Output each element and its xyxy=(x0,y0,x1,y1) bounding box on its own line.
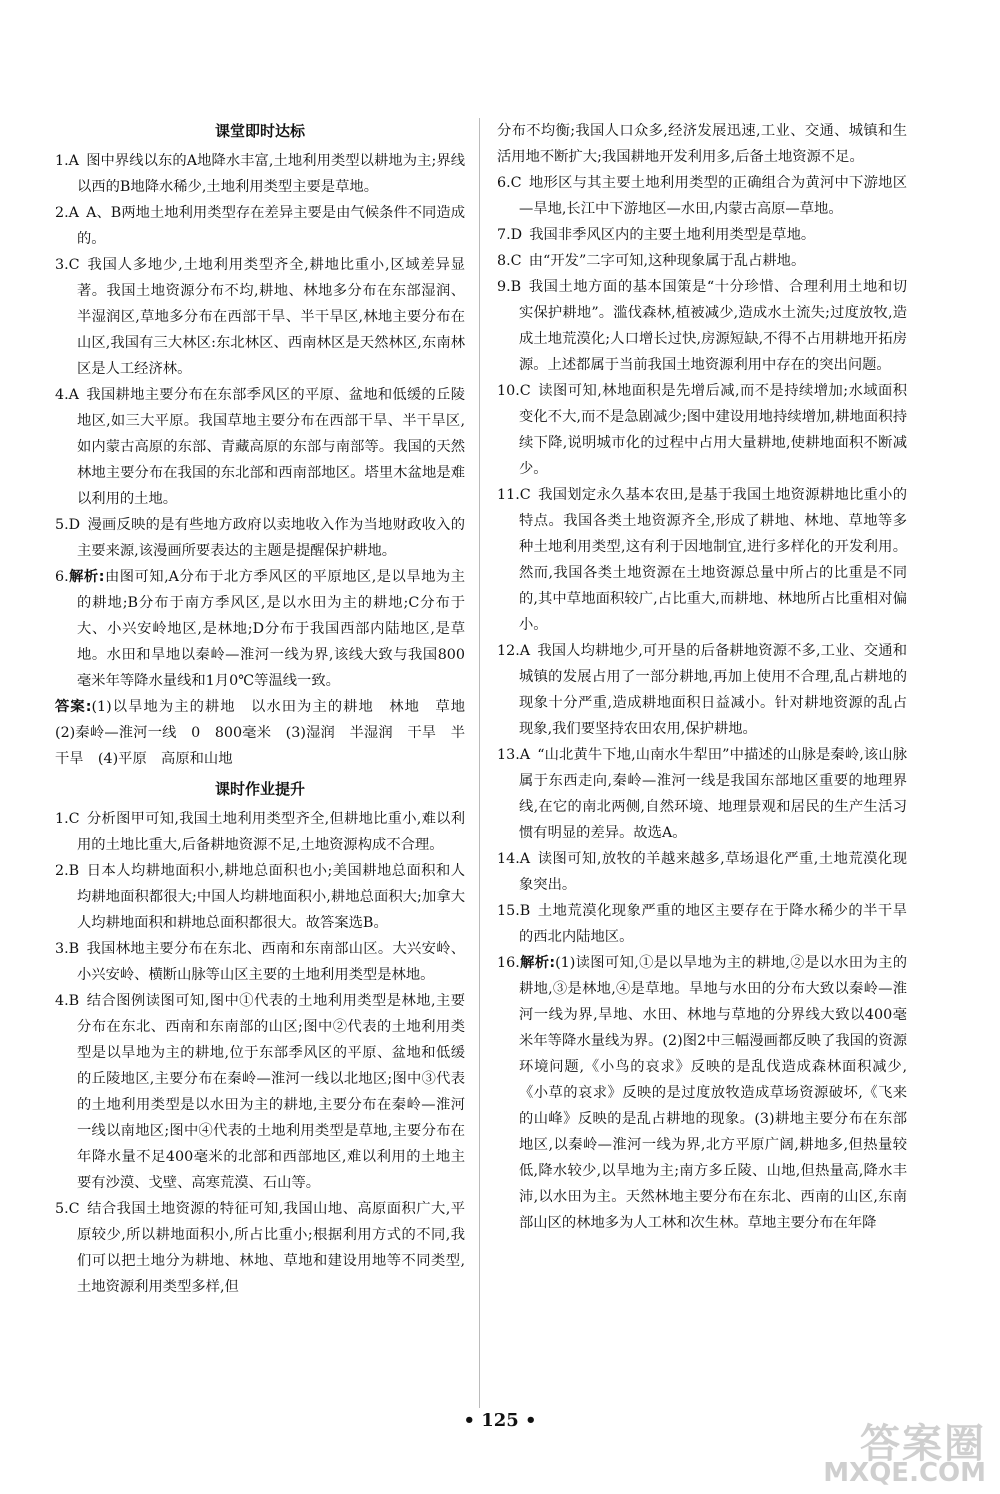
answer-number: 3.C xyxy=(55,257,80,273)
answer-number: 4.B xyxy=(55,993,80,1009)
answer-text: 分布不均衡;我国人口众多,经济发展迅速,工业、交通、城镇和生活用地不断扩大;我国耕地开发利用多,后备土地资源不足。 xyxy=(497,123,907,165)
answer-item xyxy=(55,694,480,772)
answer-text: A、B两地土地利用类型存在差异主要是由气候条件不同造成的。 xyxy=(77,205,465,247)
answer-text: 分析图甲可知,我国土地利用类型齐全,但耕地比重小,难以利用的土地比重大,后备耕地资源不足,土地资源构成不合理。 xyxy=(77,811,465,853)
answer-number: 6. xyxy=(55,569,69,585)
answer-number: 8.C xyxy=(497,253,522,269)
answer-text: 由图可知,A分布于北方季风区的平原地区,是以旱地为主的耕地;B分布于南方季风区,是以水田为主的耕地;C分布于大、小兴安岭地区,是林地;D分布于我国西部内陆地区,是草地。水田和旱地以秦岭—淮河一线为界,该线大致与我国800毫米年等降水量线和1月0℃等温线一致。 xyxy=(77,569,465,689)
answer-number: 9.B xyxy=(497,279,522,295)
answer-item xyxy=(55,200,465,252)
answer-item xyxy=(55,1196,465,1300)
answer-number: 3.B xyxy=(55,941,80,957)
answer-number: 6.C xyxy=(497,175,522,191)
answer-number: 11.C xyxy=(497,487,531,503)
answer-text: 结合图例读图可知,图中①代表的土地利用类型是林地,主要分布在东北、西南和东南部的山区;图中②代表的土地利用类型是以旱地为主的耕地,位于东部季风区的平原、盆地和低缓的丘陵地区,主要分布在秦岭—淮河一线以北地区;图中③代表的土地利用类型是以水田为主的耕地,主要分布在秦岭—淮河一线以南地区;图中④代表的土地利用类型是草地,主要分布在年降水量不足400毫米的北部和西部地区,难以利用的土地主要有沙漠、戈壁、高寒荒漠、石山等。 xyxy=(77,993,465,1191)
classroom-answer-list xyxy=(55,148,480,772)
section-title-classroom: 课堂即时达标 xyxy=(214,122,305,140)
answer-label: 解析: xyxy=(68,569,105,585)
answer-number: 15.B xyxy=(497,903,531,919)
answer-item xyxy=(55,148,465,200)
answer-item xyxy=(55,382,465,512)
answer-text: 我国耕地主要分布在东部季风区的平原、盆地和低缓的丘陵地区,如三大平原。我国草地主要分布在西部干旱、半干旱区,如内蒙古高原的东部、青藏高原的东部与南部等。我国的天然林地主要分布在我国的东北部和西南部地区。塔里木盆地是难以利用的土地。 xyxy=(77,387,465,507)
answer-item xyxy=(497,898,907,950)
answer-text: 我国人均耕地少,可开垦的后备耕地资源不多,工业、交通和城镇的发展占用了一部分耕地,再加上使用不合理,乱占耕地的现象十分严重,造成耕地面积日益减小。针对耕地资源的乱占现象,我们要坚持农田农用,保护耕地。 xyxy=(519,643,907,737)
answer-item xyxy=(55,988,465,1196)
answer-item xyxy=(497,482,907,638)
answer-item xyxy=(55,512,465,564)
page-number: • 125 • xyxy=(463,1410,537,1431)
answer-text: 土地荒漠化现象严重的地区主要存在于降水稀少的半干旱的西北内陆地区。 xyxy=(519,903,907,945)
answer-text: 读图可知,放牧的羊越来越多,草场退化严重,土地荒漠化现象突出。 xyxy=(519,851,907,893)
answer-number: 12.A xyxy=(497,643,531,659)
answer-text: 我国人多地少,土地利用类型齐全,耕地比重小,区域差异显著。我国土地资源分布不均,耕地、林地多分布在东部湿润、半湿润区,草地多分布在西部干旱、半干旱区,林地主要分布在山区,我国有三大林区:东北林区、西南林区是天然林区,东南林区是人工经济林。 xyxy=(77,257,465,377)
answer-item xyxy=(497,274,907,378)
answer-text: 地形区与其主要土地利用类型的正确组合为黄河中下游地区—旱地,长江中下游地区—水田,内蒙古高原—草地。 xyxy=(519,175,907,217)
answer-text: (1)读图可知,①是以旱地为主的耕地,②是以水田为主的耕地,③是林地,④是草地。旱地与水田的分布大致以秦岭—淮河一线为界,旱地、水田、林地与草地的分界线大致以400毫米年等降水量线为界。(2)图2中三幅漫画都反映了我国的资源环境问题,《小鸟的哀求》反映的是乱伐造成森林面积减少,《小草的哀求》反映的是过度放牧造成草场资源破坏,《飞来的山峰》反映的是乱占耕地的现象。(3)耕地主要分布在东部地区,以秦岭—淮河一线为界,北方平原广阔,耕地多,但热量较低,降水较少,以旱地为主;南方多丘陵、山地,但热量高,降水丰沛,以水田为主。天然林地主要分布在东北、西南的山区,东南部山区的林地多为人工林和次生林。草地主要分布在年降 xyxy=(519,955,908,1231)
answer-item xyxy=(497,248,907,274)
answer-text: 由“开发”二字可知,这种现象属于乱占耕地。 xyxy=(528,253,806,269)
homework-answer-list-continued xyxy=(497,118,907,1236)
answer-label: 答案: xyxy=(55,699,92,715)
answer-item xyxy=(497,170,907,222)
answer-number: 1.A xyxy=(55,153,79,169)
answer-number: 5.D xyxy=(55,517,81,533)
column-divider xyxy=(479,118,480,1408)
answer-item xyxy=(497,222,907,248)
answer-text: 我国划定永久基本农田,是基于我国土地资源耕地比重小的特点。我国各类土地资源齐全,形成了耕地、林地、草地等多种土地利用类型,这有利于因地制宜,进行多样化的开发利用。然而,我国各类土地资源在土地资源总量中所占的比重是不同的,其中草地面积较广,占比重大,而耕地、林地所占比重相对偏小。 xyxy=(519,487,907,633)
answer-number: 4.A xyxy=(55,387,79,403)
answer-number: 10.C xyxy=(497,383,531,399)
answer-item xyxy=(497,118,907,170)
answer-item xyxy=(55,806,465,858)
answer-text: “山北黄牛下地,山南水牛犁田”中描述的山脉是秦岭,该山脉属于东西走向,秦岭—淮河一线是我国东部地区重要的地理界线,在它的南北两侧,自然环境、地理景观和居民的生产生活习惯有明显的差异。故选A。 xyxy=(519,747,907,841)
answer-number: 2.B xyxy=(55,863,80,879)
answer-item xyxy=(55,252,465,382)
left-column xyxy=(55,118,480,1300)
watermark-logo: 答案圈 MXQE.COM xyxy=(823,1421,986,1488)
answer-text: 漫画反映的是有些地方政府以卖地收入作为当地财政收入的主要来源,该漫画所要表达的主题是提醒保护耕地。 xyxy=(77,517,465,559)
answer-item xyxy=(497,638,907,742)
answer-text: 图中界线以东的A地降水丰富,土地利用类型以耕地为主;界线以西的B地降水稀少,土地利用类型主要是草地。 xyxy=(77,153,465,195)
answer-number: 16. xyxy=(497,955,520,971)
answer-text: 结合我国土地资源的特征可知,我国山地、高原面积广大,平原较少,所以耕地面积小,所占比重小;根据利用方式的不同,我们可以把土地分为耕地、林地、草地和建设用地等不同类型,土地资源利用类型多样,但 xyxy=(77,1201,465,1295)
answer-item xyxy=(55,936,465,988)
answer-number: 1.C xyxy=(55,811,80,827)
answer-item xyxy=(497,742,907,846)
answer-item xyxy=(497,950,907,1236)
answer-number: 7.D xyxy=(497,227,523,243)
answer-text: 我国非季风区内的主要土地利用类型是草地。 xyxy=(529,227,816,243)
answer-item xyxy=(497,378,907,482)
answer-label: 解析: xyxy=(519,955,556,971)
answer-text: 我国土地方面的基本国策是“十分珍惜、合理利用土地和切实保护耕地”。滥伐森林,植被减少,造成水土流失;过度放牧,造成土地荒漠化;人口增长过快,房源短缺,不得不占用耕地开拓房源。上述都属于当前我国土地资源利用中存在的突出问题。 xyxy=(519,279,907,373)
answer-text: 日本人均耕地面积小,耕地总面积也小;美国耕地总面积和人均耕地面积都很大;中国人均耕地面积小,耕地总面积大;加拿大人均耕地面积和耕地总面积都很大。故答案选B。 xyxy=(77,863,465,931)
answer-number: 14.A xyxy=(497,851,531,867)
answer-number: 5.C xyxy=(55,1201,80,1217)
answer-text: 我国林地主要分布在东北、西南和东南部山区。大兴安岭、小兴安岭、横断山脉等山区主要的土地利用类型是林地。 xyxy=(77,941,465,983)
right-column xyxy=(497,118,907,1236)
answer-number: 13.A xyxy=(497,747,531,763)
answer-item xyxy=(55,858,465,936)
answer-item xyxy=(497,846,907,898)
answer-number: 2.A xyxy=(55,205,79,221)
homework-answer-list xyxy=(55,806,465,1300)
answer-text: 读图可知,林地面积是先增后减,而不是持续增加;水域面积变化不大,而不是急剧减少;图中建设用地持续增加,耕地面积持续下降,说明城市化的过程中占用大量耕地,使耕地面积不断减少。 xyxy=(519,383,907,477)
answer-item xyxy=(55,564,465,694)
section-title-homework: 课时作业提升 xyxy=(214,780,305,798)
answer-text: (1)以旱地为主的耕地 以水田为主的耕地 林地 草地 (2)秦岭—淮河一线 0 800毫米 (3)湿润 半湿润 干旱 半干旱 (4)平原 高原和山地 xyxy=(55,699,480,767)
